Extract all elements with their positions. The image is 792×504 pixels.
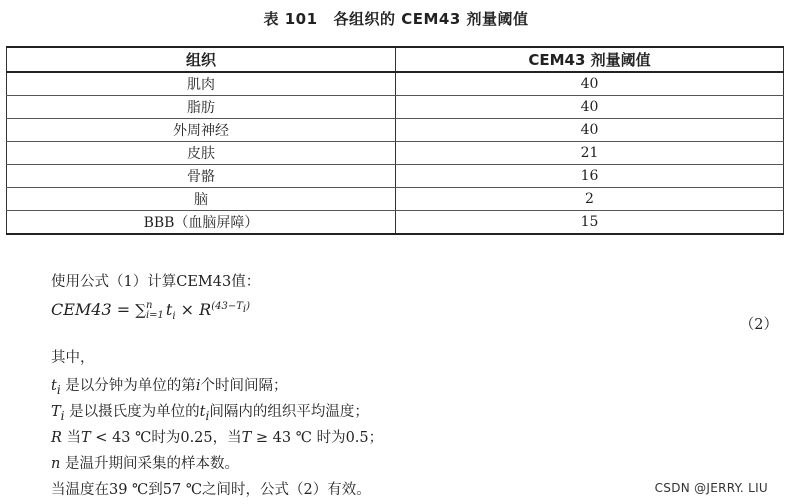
def-t-i: i <box>195 378 201 394</box>
def-t-end: 个时间间隔； <box>200 378 288 394</box>
def-R-a: 当 <box>61 430 82 446</box>
def-t <box>51 374 287 397</box>
sym-n: n <box>51 456 61 472</box>
threshold-cell: 21 <box>396 142 784 165</box>
def-R-T2: T <box>241 430 252 446</box>
tissue-cell: 肌肉 <box>7 72 396 96</box>
def-R-b: < 43 ℃时为0.25，当 <box>90 430 242 446</box>
cem43-formula <box>51 300 250 322</box>
table-row <box>7 142 784 165</box>
formula-exponent-close: ) <box>246 300 250 312</box>
def-R-T1: T <box>81 430 91 446</box>
threshold-table <box>6 46 784 235</box>
def-T-ti: i <box>205 408 210 423</box>
sym-t: t <box>51 378 57 394</box>
threshold-cell: 40 <box>396 96 784 119</box>
sum-upper: n <box>145 299 153 311</box>
formula-t-sub: i <box>172 311 176 323</box>
equation-number: （2） <box>739 317 778 333</box>
threshold-cell: 40 <box>396 72 784 96</box>
validity-text: 当温度在39 ℃到57 ℃之间时，公式（2）有效。 <box>51 482 371 498</box>
def-R-c: ≥ 43 ℃ 时为0.5； <box>251 430 384 446</box>
formula-t: t <box>165 300 173 319</box>
header-threshold: CEM43 剂量阈值 <box>396 47 784 72</box>
table-row <box>7 119 784 142</box>
def-n <box>51 452 239 473</box>
def-n-desc: 是温升期间采集的样本数。 <box>60 456 239 472</box>
def-T <box>51 400 369 423</box>
sym-T-sub: i <box>60 408 65 423</box>
table-row <box>7 72 784 96</box>
def-T-t: t <box>199 404 206 420</box>
watermark: CSDN @JERRY. LIU <box>654 481 768 495</box>
table-row <box>7 165 784 188</box>
sum-lower: i=1 <box>145 309 164 321</box>
table-number: 表 101 <box>263 10 318 28</box>
formula-exponent-sub: i <box>242 303 247 315</box>
def-R <box>51 426 383 447</box>
tissue-cell: 脂肪 <box>7 96 396 119</box>
table-title: 各组织的 CEM43 剂量阈值 <box>333 10 529 28</box>
tissue-cell: 外周神经 <box>7 119 396 142</box>
sym-R: R <box>51 430 62 446</box>
def-T-end: 间隔内的组织平均温度； <box>209 404 369 420</box>
tissue-cell: 皮肤 <box>7 142 396 165</box>
formula-exponent: (43−T <box>211 300 243 312</box>
sum-symbol: ∑ <box>135 301 146 319</box>
table-row <box>7 188 784 211</box>
header-tissue: 组织 <box>7 47 396 72</box>
sym-t-sub: i <box>56 382 61 397</box>
threshold-cell: 16 <box>396 165 784 188</box>
table-header-row <box>7 47 784 72</box>
intro-text: 使用公式（1）计算CEM43值： <box>51 274 261 290</box>
formula-times-r: × R <box>175 300 212 319</box>
tissue-cell: 骨骼 <box>7 165 396 188</box>
threshold-cell: 15 <box>396 211 784 235</box>
table-row <box>7 96 784 119</box>
sym-T: T <box>51 404 61 420</box>
threshold-cell: 40 <box>396 119 784 142</box>
tissue-cell: 脑 <box>7 188 396 211</box>
table-row <box>7 211 784 235</box>
def-T-desc: 是以摄氏度为单位的 <box>64 404 200 420</box>
where-label: 其中， <box>51 350 95 366</box>
def-t-desc: 是以分钟为单位的第 <box>60 378 196 394</box>
threshold-cell: 2 <box>396 188 784 211</box>
formula-lhs: CEM43 = <box>51 300 136 319</box>
table-caption <box>0 8 792 29</box>
tissue-cell: BBB（血脑屏障） <box>7 211 396 235</box>
